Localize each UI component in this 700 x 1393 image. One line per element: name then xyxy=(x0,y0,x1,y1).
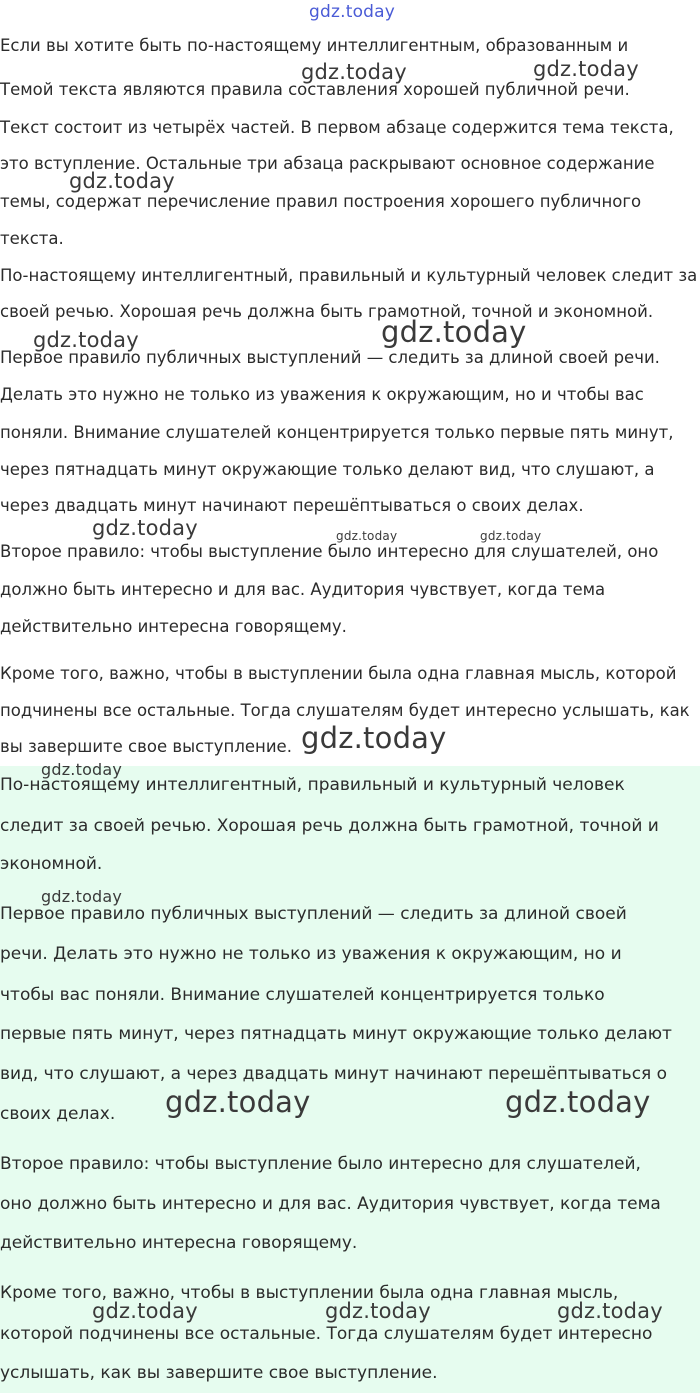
text-line: через пятнадцать минут окружающие только делают вид, что слушают, а xyxy=(0,460,655,479)
watermark: gdz.today xyxy=(301,60,407,84)
watermark: gdz.today xyxy=(336,529,398,543)
text-line: чтобы вас поняли. Внимание слушателей концентрируется только xyxy=(0,985,605,1005)
watermark: gdz.today xyxy=(325,1299,431,1323)
text-line: это вступление. Остальные три абзаца раскрывают основное содержание xyxy=(0,154,655,173)
text-line: первые пять минут, через пятнадцать минут окружающие только делают xyxy=(0,1024,672,1044)
watermark: gdz.today xyxy=(41,887,123,906)
text-line: Темой текста являются правила составления хорошей публичной речи. xyxy=(0,80,630,99)
text-line: текста. xyxy=(0,229,64,248)
watermark: gdz.today xyxy=(33,328,139,352)
watermark-top: gdz.today xyxy=(309,2,396,22)
text-line: подчинены все остальные. Тогда слушателям будет интересно услышать, как xyxy=(0,701,690,720)
text-line: Делать это нужно не только из уважения к окружающим, но и чтобы вас xyxy=(0,385,644,404)
text-line: услышать, как вы завершите свое выступление. xyxy=(0,1363,438,1383)
watermark: gdz.today xyxy=(301,721,447,755)
watermark: gdz.today xyxy=(480,529,542,543)
text-line: действительно интересна говорящему. xyxy=(0,1233,358,1253)
text-line: Второе правило: чтобы выступление было интересно для слушателей, оно xyxy=(0,542,659,561)
text-line: через двадцать минут начинают перешёптываться о своих делах. xyxy=(0,496,584,515)
text-line: Текст состоит из четырёх частей. В первом абзаце содержится тема текста, xyxy=(0,118,674,137)
text-line: Первое правило публичных выступлений — следить за длиной своей xyxy=(0,904,627,924)
text-line: экономной. xyxy=(0,854,103,874)
watermark: gdz.today xyxy=(69,169,175,193)
text-line: должно быть интересно и для вас. Аудитория чувствует, когда тема xyxy=(0,580,606,599)
text-line: Первое правило публичных выступлений — следить за длиной своей речи. xyxy=(0,348,660,367)
text-line: речи. Делать это нужно не только из уважения к окружающим, но и xyxy=(0,944,622,964)
watermark: gdz.today xyxy=(381,315,527,349)
watermark: gdz.today xyxy=(41,760,123,779)
watermark: gdz.today xyxy=(165,1085,311,1119)
watermark: gdz.today xyxy=(557,1299,663,1323)
text-line: темы, содержат перечисление правил построения хорошего публичного xyxy=(0,192,642,211)
text-line: Второе правило: чтобы выступление было интересно для слушателей, xyxy=(0,1154,641,1174)
watermark: gdz.today xyxy=(92,1299,198,1323)
text-line: которой подчинены все остальные. Тогда слушателям будет интересно xyxy=(0,1324,653,1344)
text-line: оно должно быть интересно и для вас. Аудитория чувствует, когда тема xyxy=(0,1194,661,1214)
text-line: своих делах. xyxy=(0,1104,116,1124)
text-line: своей речью. Хорошая речь должна быть грамотной, точной и экономной. xyxy=(0,302,654,321)
watermark: gdz.today xyxy=(533,57,639,81)
text-line: поняли. Внимание слушателей концентрируется только первые пять минут, xyxy=(0,423,674,442)
text-line: По-настоящему интеллигентный, правильный и культурный человек следит за xyxy=(0,266,698,285)
text-line: вид, что слушают, а через двадцать минут начинают перешёптываться о xyxy=(0,1064,668,1084)
text-line: вы завершите свое выступление. xyxy=(0,737,292,756)
text-line: Кроме того, важно, чтобы в выступлении была одна главная мысль, которой xyxy=(0,664,677,683)
text-line: Если вы хотите быть по-настоящему интеллигентным, образованным и xyxy=(0,36,629,55)
text-line: По-настоящему интеллигентный, правильный и культурный человек xyxy=(0,775,625,795)
text-line: действительно интересна говорящему. xyxy=(0,617,347,636)
watermark: gdz.today xyxy=(92,516,198,540)
text-line: следит за своей речью. Хорошая речь должна быть грамотной, точной и xyxy=(0,816,659,836)
watermark: gdz.today xyxy=(505,1085,651,1119)
text-line: Кроме того, важно, чтобы в выступлении была одна главная мысль, xyxy=(0,1283,619,1303)
